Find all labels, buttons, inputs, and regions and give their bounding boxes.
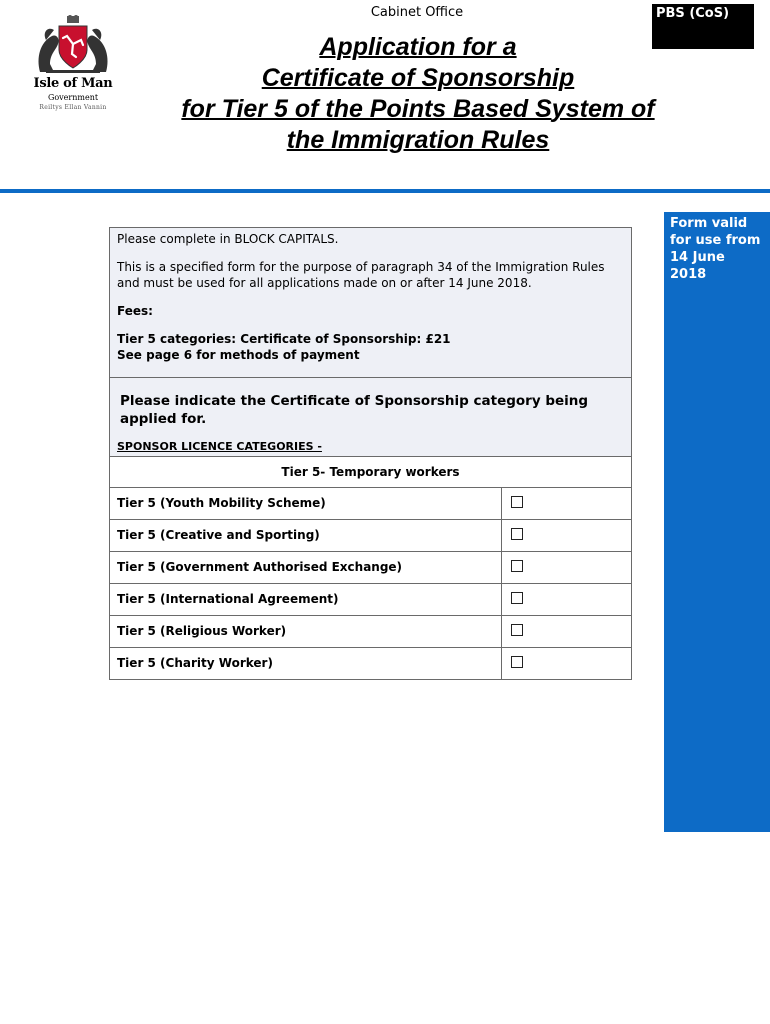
title-line: the Immigration Rules (286, 126, 550, 154)
form-code-badge: PBS (CoS) (652, 4, 754, 49)
religious-worker-checkbox[interactable] (511, 624, 523, 636)
category-row (110, 648, 631, 679)
block-capitals-note: Please complete in BLOCK CAPITALS. (117, 232, 339, 246)
logo-manx-name: Reiltys Ellan Vannin (39, 104, 107, 111)
category-row (110, 520, 631, 552)
payment-note: See page 6 for methods of payment (117, 348, 360, 362)
application-form (109, 227, 632, 680)
category-question: Please indicate the Certificate of Sponsorship category being applied for. (120, 393, 589, 427)
isle-of-man-government-logo (26, 14, 126, 118)
category-label: Tier 5 (Youth Mobility Scheme) (110, 488, 502, 519)
validity-line: 14 June (670, 250, 725, 265)
title-line: for Tier 5 of the Points Based System of (181, 95, 655, 123)
title-line: Certificate of Sponsorship (261, 64, 575, 92)
category-question-panel (110, 378, 631, 457)
category-label: Tier 5 (Government Authorised Exchange) (110, 552, 502, 583)
validity-line: for use from (670, 233, 761, 248)
instructions-panel (110, 228, 631, 378)
title-line: Application for a (319, 33, 517, 61)
logo-subtitle: Government (47, 93, 99, 102)
logo-name: Isle of Man (33, 76, 113, 91)
sponsor-licence-heading: SPONSOR LICENCE CATEGORIES - (117, 440, 322, 453)
category-label: Tier 5 (Religious Worker) (110, 616, 502, 647)
category-row (110, 616, 631, 648)
category-row (110, 488, 631, 520)
form-title (120, 32, 716, 156)
department-name: Cabinet Office (370, 5, 464, 20)
validity-line: 2018 (670, 267, 707, 282)
header-divider (0, 189, 770, 193)
category-row (110, 584, 631, 616)
charity-worker-checkbox[interactable] (511, 656, 523, 668)
government-exchange-checkbox[interactable] (511, 560, 523, 572)
international-agreement-checkbox[interactable] (511, 592, 523, 604)
coat-of-arms-icon (26, 14, 120, 76)
specified-form-note: This is a specified form for the purpose of paragraph 34 of the Immigration Rules and must be used for all applications made on or after 14 June 2018. (117, 260, 605, 290)
validity-line: Form valid (670, 216, 748, 231)
validity-sidebar (664, 212, 770, 832)
category-label: Tier 5 (Creative and Sporting) (110, 520, 502, 551)
fees-label: Fees: (117, 304, 153, 318)
category-label: Tier 5 (International Agreement) (110, 584, 502, 615)
creative-sporting-checkbox[interactable] (511, 528, 523, 540)
youth-mobility-checkbox[interactable] (511, 496, 523, 508)
tier-heading: Tier 5- Temporary workers (110, 457, 631, 488)
category-label: Tier 5 (Charity Worker) (110, 648, 502, 679)
fees-detail: Tier 5 categories: Certificate of Sponsorship: £21 (117, 332, 451, 346)
category-row (110, 552, 631, 584)
